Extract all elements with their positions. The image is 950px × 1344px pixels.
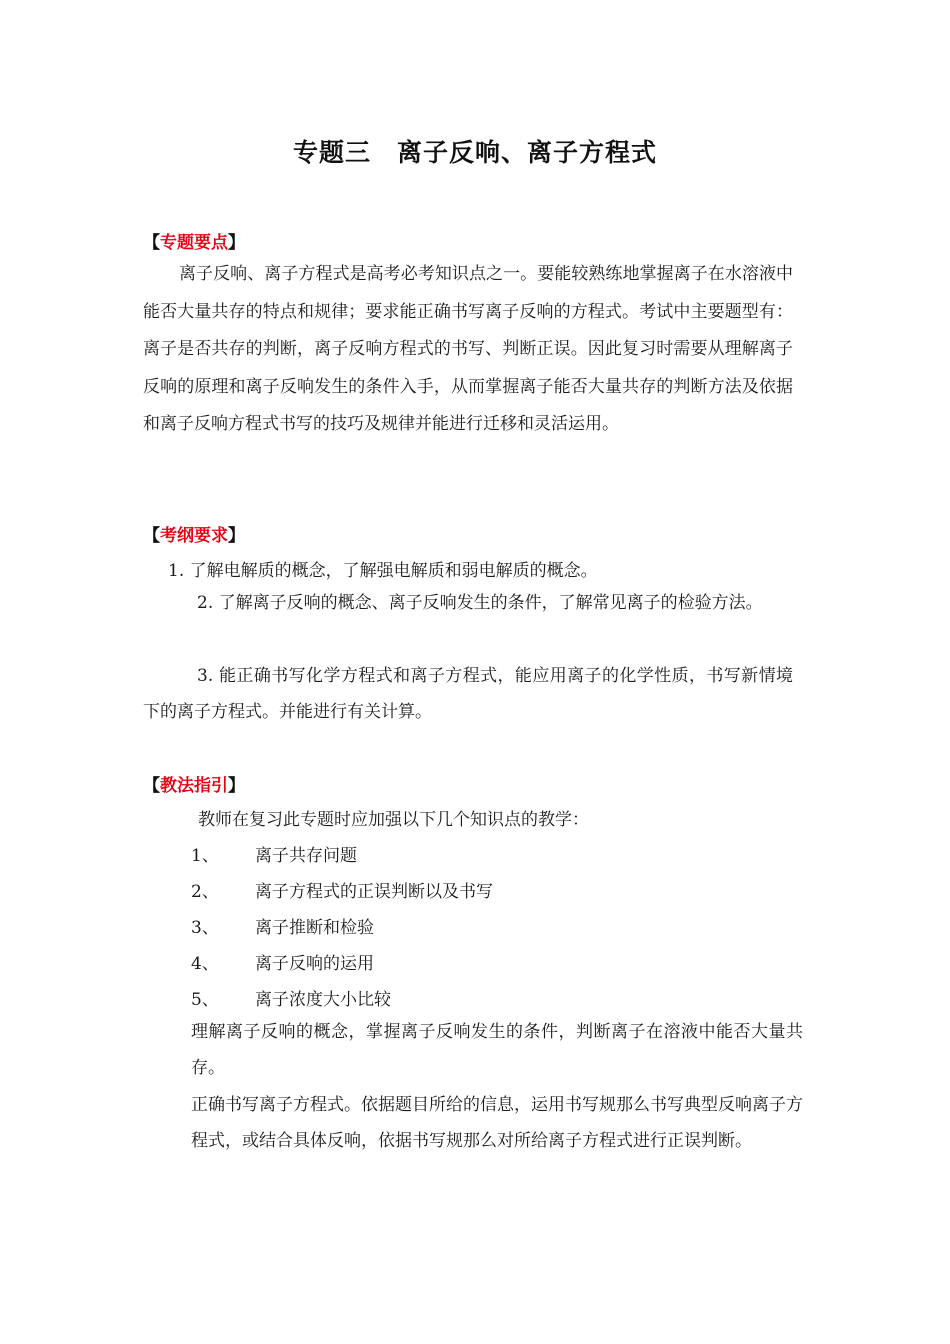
requirement-item-2: 2. 了解离子反响的概念、离子反响发生的条件，了解常见离子的检验方法。 (197, 593, 763, 613)
list-item-text: 离子方程式的正误判断以及书写 (255, 882, 493, 902)
section-heading-text: 专题要点 (160, 233, 228, 253)
list-item (191, 985, 391, 1010)
list-item (191, 913, 374, 938)
list-item-text: 离子反响的运用 (255, 954, 374, 974)
teaching-paragraph-1: 理解离子反响的概念，掌握离子反响发生的条件，判断离子在溶液中能否大量共存。 (191, 1022, 803, 1078)
requirement-item-1: 1. 了解电解质的概念，了解强电解质和弱电解质的概念。 (168, 561, 598, 581)
list-item-number: 4、 (191, 954, 219, 974)
teaching-intro: 教师在复习此专题时应加强以下几个知识点的教学： (198, 810, 589, 830)
list-item-text: 离子共存问题 (255, 846, 357, 866)
list-item-number: 3、 (191, 918, 219, 938)
list-item (191, 877, 493, 902)
key-points-paragraph: 离子反响、离子方程式是高考必考知识点之一。要能较熟练地掌握离子在水溶液中能否大量共存的特点和规律；要求能正确书写离子反响的方程式。考试中主要题型有：离子是否共存的判断，离子反响方程式的书写、判断正误。因此复习时需要从理解离子反响的原理和离子反响发生的条件入手，从而掌握离子能否大量共存的判断方法及依据和离子反响方程式书写的技巧及规律并能进行迁移和灵活运用。 (143, 264, 793, 434)
list-item (191, 949, 374, 974)
section-heading-teaching-guide (143, 771, 245, 796)
teaching-paragraph-2: 正确书写离子方程式。依据题目所给的信息，运用书写规那么书写典型反响离子方程式，或结合具体反响，依据书写规那么对所给离子方程式进行正误判断。 (191, 1095, 803, 1151)
bracket-close: 】 (228, 776, 245, 796)
bracket-open: 【 (143, 233, 160, 253)
list-item-number: 2、 (191, 882, 219, 902)
list-item-text: 离子推断和检验 (255, 918, 374, 938)
list-item-number: 5、 (191, 990, 219, 1010)
section-heading-key-points (143, 228, 245, 253)
bracket-open: 【 (143, 776, 160, 796)
list-item-number: 1、 (191, 846, 219, 866)
page-title: 专题三 离子反响、离子方程式 (292, 138, 657, 167)
requirement-item-3: 3. 能正确书写化学方程式和离子方程式，能应用离子的化学性质，书写新情境下的离子方程式。并能进行有关计算。 (143, 666, 793, 722)
section-heading-text: 教法指引 (160, 776, 228, 796)
bracket-close: 】 (228, 526, 245, 546)
list-item-text: 离子浓度大小比较 (255, 990, 391, 1010)
section-heading-text: 考纲要求 (160, 526, 228, 546)
section-heading-requirements (143, 521, 245, 546)
bracket-open: 【 (143, 526, 160, 546)
bracket-close: 】 (228, 233, 245, 253)
list-item (191, 841, 357, 866)
